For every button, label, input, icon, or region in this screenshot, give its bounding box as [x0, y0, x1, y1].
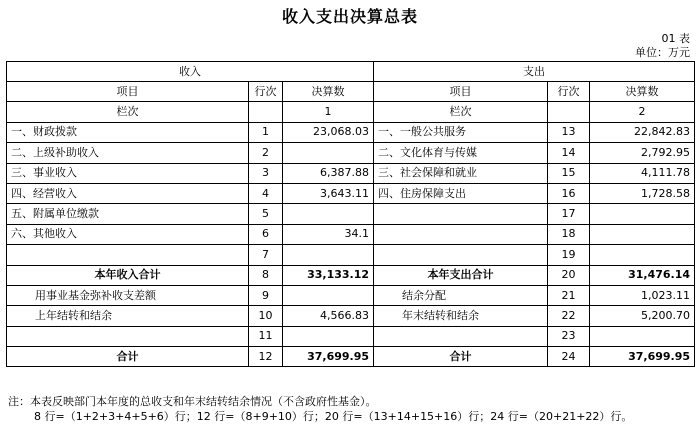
- expense-total-amount: 37,699.95: [590, 347, 695, 367]
- expense-item: [374, 245, 548, 265]
- expense-amount: 4,111.78: [590, 163, 695, 183]
- income-column-number: 1: [283, 102, 374, 122]
- income-line: 11: [249, 326, 283, 346]
- expense-column-number: 2: [590, 102, 695, 122]
- income-item: 上年结转和结余: [7, 306, 249, 326]
- expense-amount: [590, 224, 695, 244]
- expense-item: [374, 326, 548, 346]
- expense-item: 结余分配: [374, 285, 548, 305]
- income-section-header: 收入: [7, 62, 374, 82]
- expense-item: [374, 204, 548, 224]
- expense-amount: 22,842.83: [590, 122, 695, 142]
- expense-item-header: 项目: [374, 82, 548, 102]
- income-item: 用事业基金弥补收支差额: [7, 285, 249, 305]
- expense-amount: [590, 326, 695, 346]
- expense-item: 一、一般公共服务: [374, 122, 548, 142]
- column-number-row: [7, 102, 695, 122]
- income-line: 9: [249, 285, 283, 305]
- income-item: [7, 245, 249, 265]
- income-line: 6: [249, 224, 283, 244]
- expense-amount-header: 决算数: [590, 82, 695, 102]
- expense-column-empty: [548, 102, 590, 122]
- form-number: 01 表: [661, 32, 690, 45]
- expense-amount: 1,728.58: [590, 183, 695, 203]
- expense-section-header: 支出: [374, 62, 695, 82]
- expense-line: 17: [548, 204, 590, 224]
- expense-amount: 2,792.95: [590, 143, 695, 163]
- income-line: 12: [249, 347, 283, 367]
- income-total-amount: 37,699.95: [283, 347, 374, 367]
- expense-line: 23: [548, 326, 590, 346]
- income-column-empty: [249, 102, 283, 122]
- expense-item: 年末结转和结余: [374, 306, 548, 326]
- income-amount: [283, 143, 374, 163]
- income-line: 5: [249, 204, 283, 224]
- section-header-row: [7, 62, 695, 82]
- table-row: [7, 326, 695, 346]
- expense-line: 15: [548, 163, 590, 183]
- income-amount: 3,643.11: [283, 183, 374, 203]
- expense-amount: [590, 204, 695, 224]
- income-item: 四、经营收入: [7, 183, 249, 203]
- income-amount: [283, 285, 374, 305]
- total-row: [7, 347, 695, 367]
- expense-item: [374, 224, 548, 244]
- income-line-header: 行次: [249, 82, 283, 102]
- table-row: [7, 306, 695, 326]
- expense-line: 13: [548, 122, 590, 142]
- expense-total-label: 合计: [374, 347, 548, 367]
- table-row: [7, 204, 695, 224]
- table-note: [8, 394, 632, 424]
- expense-line: 14: [548, 143, 590, 163]
- expense-amount: 5,200.70: [590, 306, 695, 326]
- income-line: 2: [249, 143, 283, 163]
- expense-subtotal-amount: 31,476.14: [590, 265, 695, 285]
- expense-line: 19: [548, 245, 590, 265]
- income-expense-table: [6, 61, 695, 367]
- income-amount: [283, 245, 374, 265]
- income-amount: 23,068.03: [283, 122, 374, 142]
- income-item: 五、附属单位缴款: [7, 204, 249, 224]
- expense-line-header: 行次: [548, 82, 590, 102]
- income-line: 3: [249, 163, 283, 183]
- table-row: [7, 143, 695, 163]
- income-amount-header: 决算数: [283, 82, 374, 102]
- income-subtotal-label: 本年收入合计: [7, 265, 249, 285]
- income-line: 1: [249, 122, 283, 142]
- expense-amount: 1,023.11: [590, 285, 695, 305]
- unit-label: 单位：万元: [635, 46, 690, 59]
- note-line-1: 注：本表反映部门本年度的总收支和年末结转结余情况（不含政府性基金）。: [8, 395, 377, 408]
- income-amount: 34.1: [283, 224, 374, 244]
- expense-line: 24: [548, 347, 590, 367]
- income-amount: 4,566.83: [283, 306, 374, 326]
- expense-item: 二、文化体育与传媒: [374, 143, 548, 163]
- expense-line: 20: [548, 265, 590, 285]
- income-line: 7: [249, 245, 283, 265]
- expense-item: 三、社会保障和就业: [374, 163, 548, 183]
- table-row: [7, 163, 695, 183]
- expense-line: 21: [548, 285, 590, 305]
- expense-amount: [590, 245, 695, 265]
- expense-item: 四、住房保障支出: [374, 183, 548, 203]
- income-item: 一、财政拨款: [7, 122, 249, 142]
- expense-line: 18: [548, 224, 590, 244]
- expense-line: 22: [548, 306, 590, 326]
- column-header-row: [7, 82, 695, 102]
- income-item: 二、上级补助收入: [7, 143, 249, 163]
- table-row: [7, 183, 695, 203]
- income-amount: [283, 204, 374, 224]
- income-item: 六、其他收入: [7, 224, 249, 244]
- income-amount: 6,387.88: [283, 163, 374, 183]
- subtotal-row: [7, 265, 695, 285]
- expense-subtotal-label: 本年支出合计: [374, 265, 548, 285]
- note-line-2: 8 行=（1+2+3+4+5+6）行；12 行=（8+9+10）行；20 行=（13+14+15+16）行；24 行=（20+21+22）行。: [34, 410, 633, 423]
- report-title: 收入支出决算总表: [281, 7, 418, 26]
- income-total-label: 合计: [7, 347, 249, 367]
- table-row: [7, 285, 695, 305]
- income-item: 三、事业收入: [7, 163, 249, 183]
- income-subtotal-amount: 33,133.12: [283, 265, 374, 285]
- table-row: [7, 245, 695, 265]
- income-item: [7, 326, 249, 346]
- income-amount: [283, 326, 374, 346]
- income-line: 4: [249, 183, 283, 203]
- income-item-header: 项目: [7, 82, 249, 102]
- expense-line: 16: [548, 183, 590, 203]
- income-line: 10: [249, 306, 283, 326]
- table-row: [7, 224, 695, 244]
- table-row: [7, 122, 695, 142]
- expense-column-label: 栏次: [374, 102, 548, 122]
- income-column-label: 栏次: [7, 102, 249, 122]
- income-line: 8: [249, 265, 283, 285]
